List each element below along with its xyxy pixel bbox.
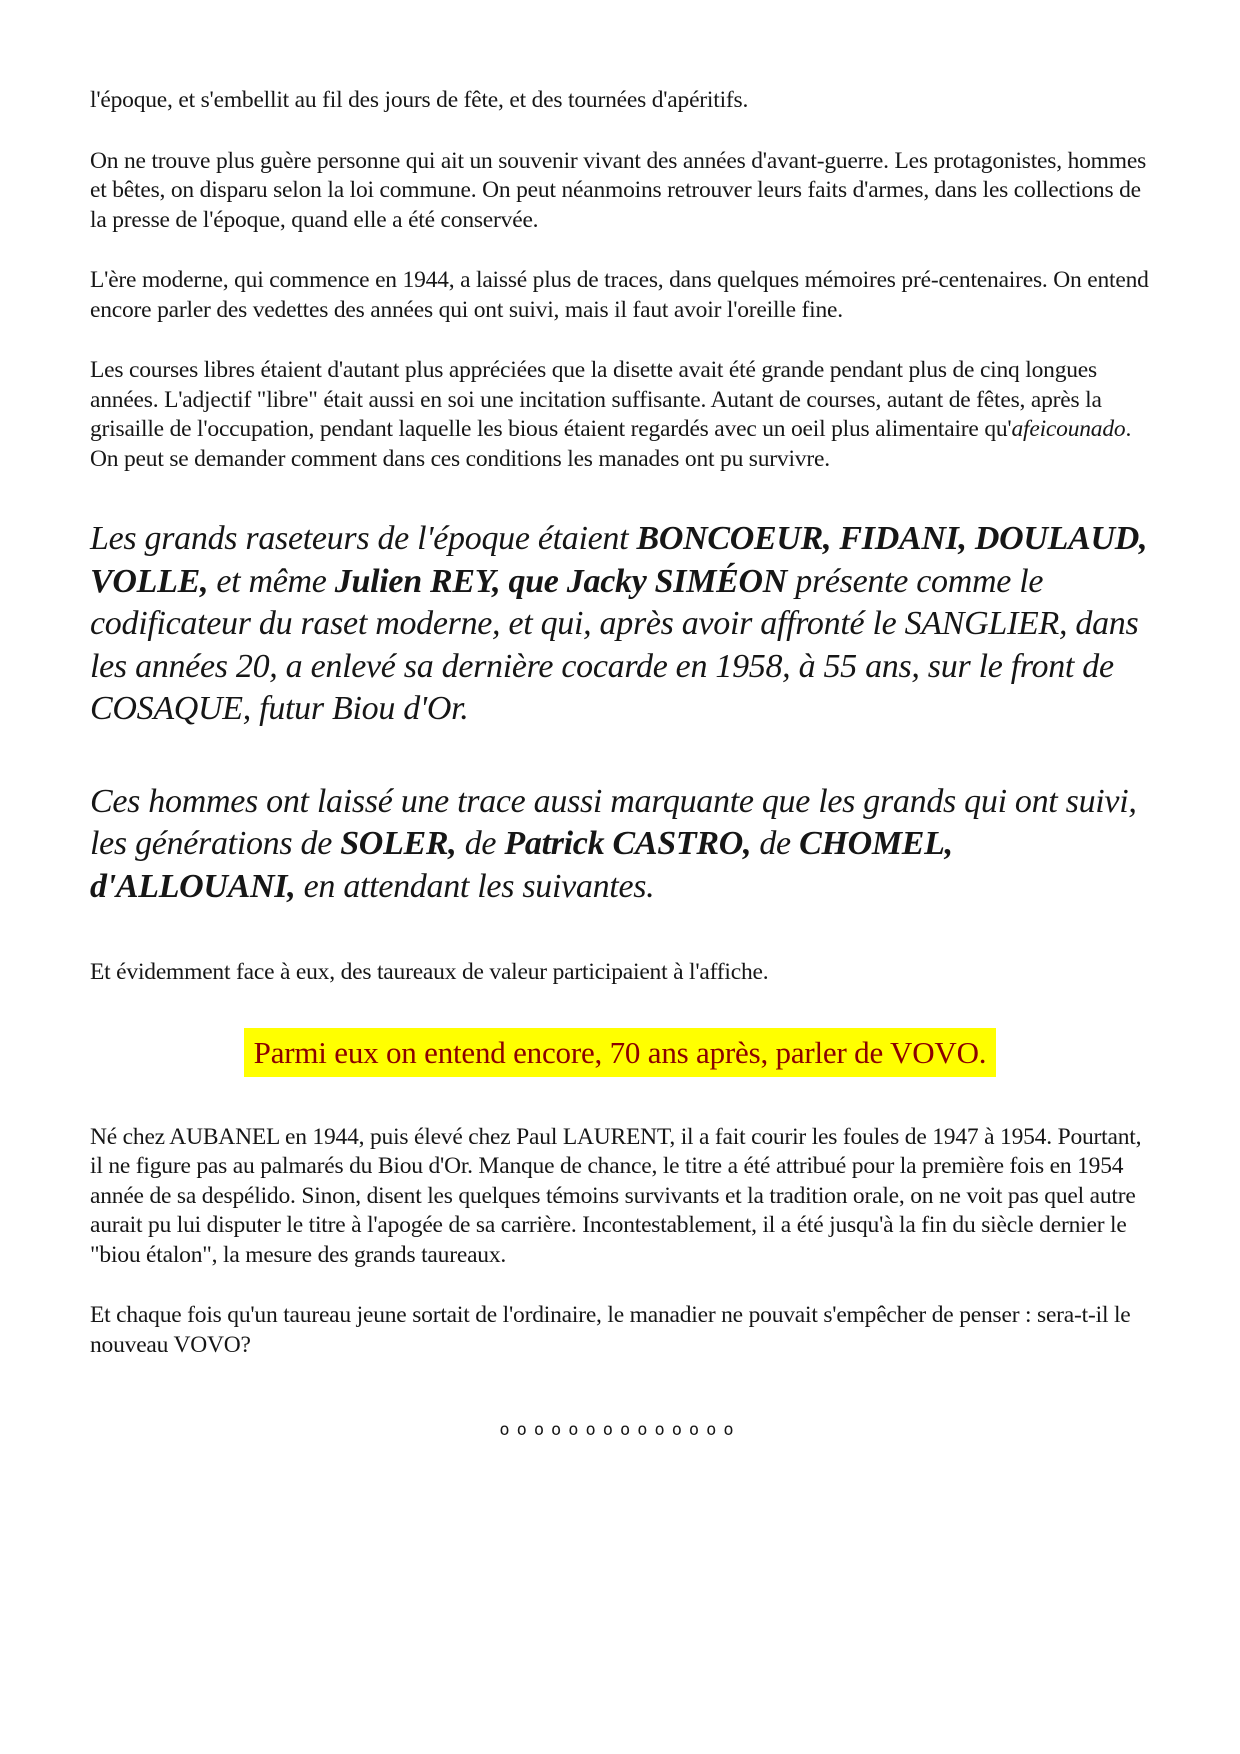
text-run: de bbox=[456, 825, 505, 862]
document-body bbox=[90, 86, 1150, 1440]
text-run: Patrick CASTRO, bbox=[504, 825, 752, 862]
text-run: L'ère moderne, qui commence en 1944, a laissé plus de traces, dans quelques mémoires pré-centenaires. On entend encore parler des vedettes des années qui ont suivi, mais il faut avoir l'oreille fine. bbox=[90, 267, 1149, 323]
paragraph bbox=[90, 356, 1150, 474]
text-run: CHOMEL, d'ALLOUANI, bbox=[90, 825, 953, 905]
highlight-text bbox=[244, 1028, 997, 1077]
highlighted-line bbox=[90, 1028, 1150, 1077]
paragraph bbox=[90, 1123, 1150, 1271]
separator-dots bbox=[90, 1420, 1150, 1440]
text-run: SOLER, bbox=[340, 825, 457, 862]
text-run: et même bbox=[208, 562, 335, 600]
paragraph bbox=[90, 86, 1150, 116]
text-run: Les courses libres étaient d'autant plus appréciées que la disette avait été grande pendant plus de cinq longues années. L'adjectif "libre" était aussi en soi une incitation suffisante. Autant de courses, autant de fêtes, après la grisaille de l'occupation, pendant laquelle les bious étaient regardés avec un oeil plus alimentaire qu' bbox=[90, 357, 1102, 442]
text-run: Les grands raseteurs de l'époque étaient bbox=[90, 520, 637, 557]
text-run: Et évidemment face à eux, des taureaux de valeur participaient à l'affiche. bbox=[90, 959, 769, 985]
text-run: Et chaque fois qu'un taureau jeune sortait de l'ordinaire, le manadier ne pouvait s'empêcher de penser : sera-t-il le nouveau VOVO? bbox=[90, 1302, 1131, 1358]
text-run: Julien REY, que Jacky SIMÉON bbox=[334, 562, 788, 600]
text-run: . On peut se demander comment dans ces conditions les manades ont pu survivre. bbox=[90, 416, 1132, 472]
text-run: On ne trouve plus guère personne qui ait un souvenir vivant des années d'avant-guerre. Les protagonistes, hommes et bêtes, on disparu selon la loi commune. On peut néanmoins retrouver leurs faits d'armes, dans les collections de la presse de l'époque, quand elle a été conservée. bbox=[90, 147, 1147, 233]
paragraph bbox=[90, 147, 1150, 236]
text-run: Parmi eux on entend encore, 70 ans après, parler de VOVO. bbox=[253, 1034, 987, 1070]
text-run: afeicounado bbox=[1011, 416, 1126, 442]
paragraph bbox=[90, 781, 1150, 909]
paragraph bbox=[90, 518, 1150, 731]
text-run: BONCOEUR, FIDANI, DOULAUD, VOLLE, bbox=[90, 520, 1148, 600]
text-run: l'époque, et s'embellit au fil des jours de fête, et des tournées d'apéritifs. bbox=[90, 87, 749, 113]
text-run: Ces hommes ont laissé une trace aussi marquante que les grands qui ont suivi, les générations de bbox=[90, 782, 1137, 862]
text-run: présente comme le codificateur du raset moderne, et qui, après avoir affronté le SANGLIER, dans les années 20, a enlevé sa dernière cocarde en 1958, à 55 ans, sur le front de COSAQUE, futur Biou d'Or. bbox=[90, 562, 1139, 727]
text-run: Né chez AUBANEL en 1944, puis élevé chez Paul LAURENT, il a fait courir les foules de 1947 à 1954. Pourtant, il ne figure pas au palmarés du Biou d'Or. Manque de chance, le titre a été attribué pour la première fois en 1954 année de sa despélido. Sinon, disent les quelques témoins survivants et la tradition orale, on ne voit pas quel autre aurait pu lui disputer le titre à l'apogée de sa carrière. Incontestablement, il a été jusqu'à la fin du siècle dernier le "biou étalon", la mesure des grands taureaux. bbox=[90, 1123, 1142, 1268]
paragraph bbox=[90, 958, 1150, 988]
text-run: en attendant les suivantes. bbox=[295, 867, 655, 905]
paragraph bbox=[90, 266, 1150, 325]
paragraph bbox=[90, 1301, 1150, 1360]
text-run: de bbox=[751, 825, 800, 862]
text-run: oooooooooooooo bbox=[499, 1420, 741, 1440]
